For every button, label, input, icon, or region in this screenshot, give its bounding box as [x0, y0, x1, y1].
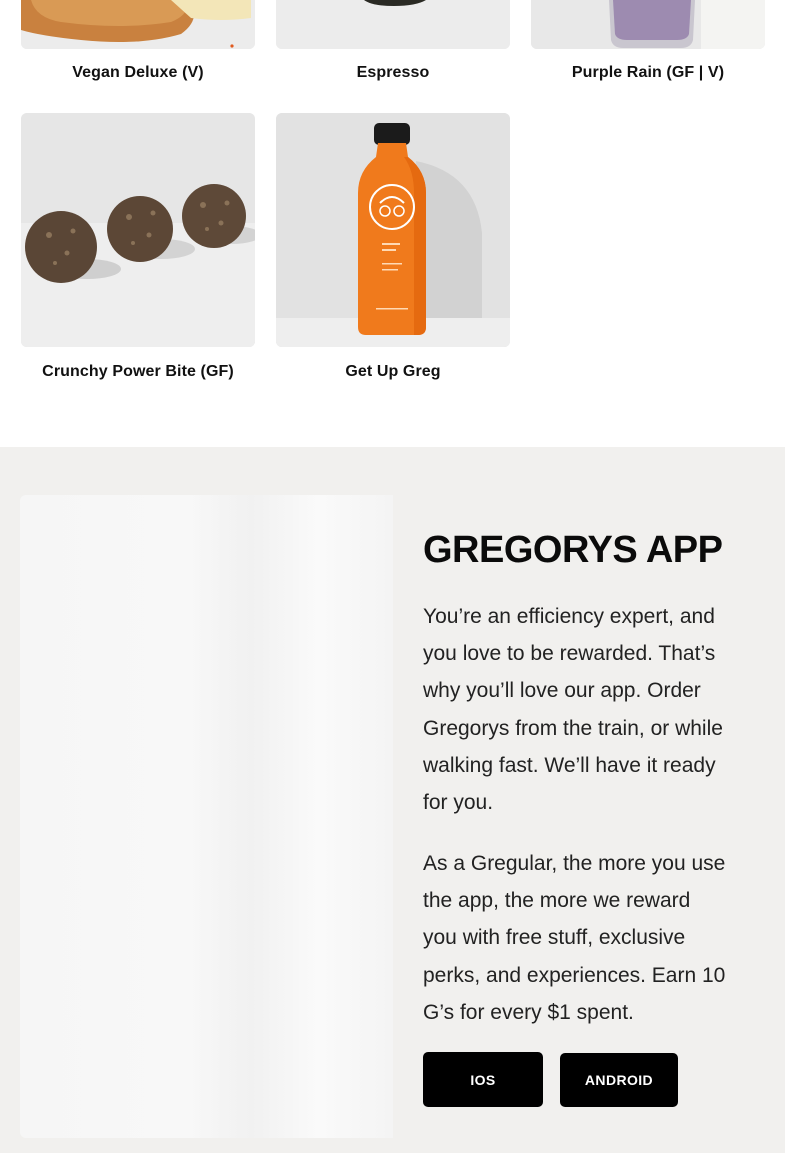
- app-section-title: GREGORYS APP: [423, 529, 723, 571]
- app-description: You’re an efficiency expert, and you love to be rewarded. That’s why you’ll love our app. Order Gregorys from the train, or while walking fast. We’ll have it ready for you.: [423, 605, 723, 815]
- menu-item-name[interactable]: Vegan Deluxe (V): [72, 64, 204, 81]
- menu-item-name[interactable]: Espresso: [356, 64, 430, 81]
- menu-grid: [0, 0, 785, 447]
- app-rewards-description: As a Gregular, the more you use the app, the more we reward you with free stuff, exclusive perks, and experiences. Earn 10 G’s for every $1 spent.: [423, 852, 726, 1024]
- android-download-button[interactable]: ANDROID: [560, 1053, 678, 1107]
- ios-download-button[interactable]: IOS: [423, 1052, 543, 1107]
- app-promo-image: [20, 495, 393, 1138]
- crunchy-power-bite-image[interactable]: [21, 113, 255, 347]
- espresso-image[interactable]: [276, 0, 510, 49]
- vegan-deluxe-image[interactable]: [21, 0, 255, 49]
- get-up-greg-image[interactable]: [276, 113, 510, 347]
- menu-item-name[interactable]: Crunchy Power Bite (GF): [42, 363, 234, 380]
- app-promo-section: [0, 447, 785, 1153]
- purple-rain-image[interactable]: [531, 0, 765, 49]
- menu-item-name[interactable]: Get Up Greg: [345, 363, 441, 380]
- menu-item-name[interactable]: Purple Rain (GF | V): [571, 64, 725, 81]
